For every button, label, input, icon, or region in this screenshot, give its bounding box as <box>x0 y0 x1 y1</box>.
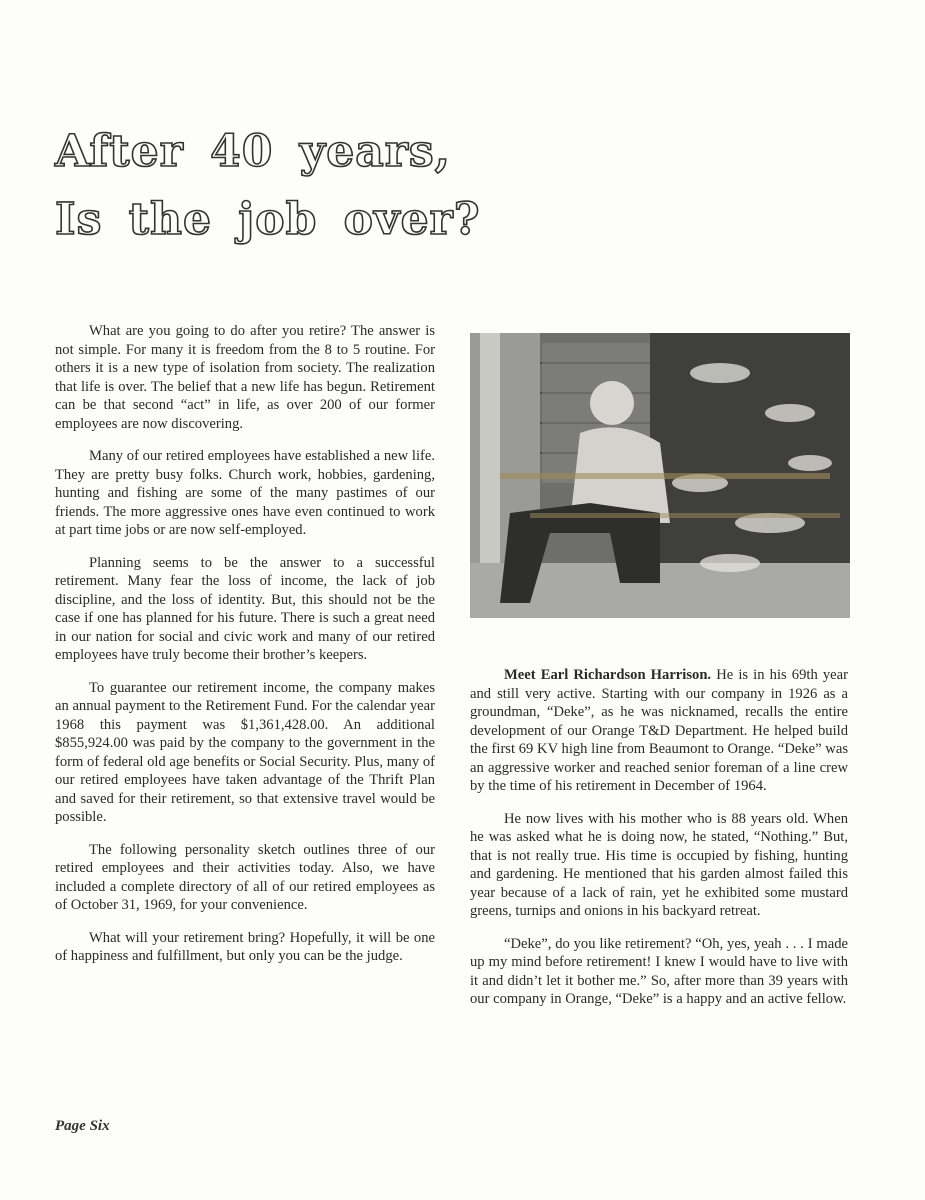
left-column <box>55 322 435 980</box>
right-column <box>470 666 848 1023</box>
photo-image <box>470 333 850 618</box>
paragraph: The following personality sketch outlines three of our retired employees and their activities today. Also, we have included a complete directory of all of our retired employees as of October 31, 1969, for your convenience. <box>55 841 435 913</box>
paragraph <box>470 666 848 796</box>
paragraph: Many of our retired employees have established a new life. They are pretty busy folks. Church work, hobbies, gardening, hunting and fishing are some of the many pastimes of our friends. The more aggressive ones have even continued to work at part time jobs or are now self-employed. <box>55 448 435 538</box>
portrait-photo <box>470 333 850 618</box>
paragraph: He now lives with his mother who is 88 years old. When he was asked what he is doing now, he stated, “Nothing.” But, that is not really true. His time is occupied by fishing, hunting and gardening. He mentioned that his garden almost failed this year because of a lack of rain, yet he exhibited some mustard greens, turnips and onions in his backyard retreat. <box>470 810 848 919</box>
paragraph: What will your retirement bring? Hopefully, it will be one of happiness and fulfillment, but only you can be the judge. <box>55 929 435 964</box>
paragraph: What are you going to do after you retire? The answer is not simple. For many it is freedom from the 8 to 5 routine. For others it is a new type of isolation from society. The realization that life is over. The belief that a new life has begun. Retirement can be that second “act” in life, as over 200 of our former employees are now discovering. <box>55 323 435 432</box>
headline-line-2: Is the job over? <box>55 194 481 245</box>
page-number: Page Six <box>55 1118 110 1134</box>
headline <box>55 118 481 254</box>
paragraph: “Deke”, do you like retirement? “Oh, yes, yeah . . . I made up my mind before retirement! I knew I would have to live with it and didn’t let it bother me.” So, after more than 39 years with our company in Orange, “Deke” is a happy and an active fellow. <box>470 935 848 1007</box>
headline-line-1: After 40 years, <box>55 126 452 177</box>
lead-name: Meet Earl Richardson Harrison. <box>504 667 712 683</box>
paragraph-text: He is in his 69th year and still very active. Starting with our company in 1926 as a groundman, “Deke”, as he was nicknamed, recalls the entire development of our Orange T&D Department. He helped build the first 69 KV high line from Beaumont to Orange. “Deke” was an aggressive worker and reached senior foreman of a line crew by the time of his retirement in December of 1964. <box>470 667 848 794</box>
paragraph: To guarantee our retirement income, the company makes an annual payment to the Retirement Fund. For the calendar year 1968 this payment was $1,361,428.00. An additional $855,924.00 was paid by the company to the government in the form of federal old age benefits or Social Security. Plus, many of our retired employees have taken advantage of the Thrift Plan and saved for their retirement, so that extensive travel would be possible. <box>55 679 435 825</box>
paragraph: Planning seems to be the answer to a successful retirement. Many fear the loss of income, the lack of job discipline, and the loss of identity. But, this should not be the case if one has planned for his future. There is such a great need in our nation for social and civic work and many of our retired employees have truly become their brother’s keepers. <box>55 554 435 663</box>
